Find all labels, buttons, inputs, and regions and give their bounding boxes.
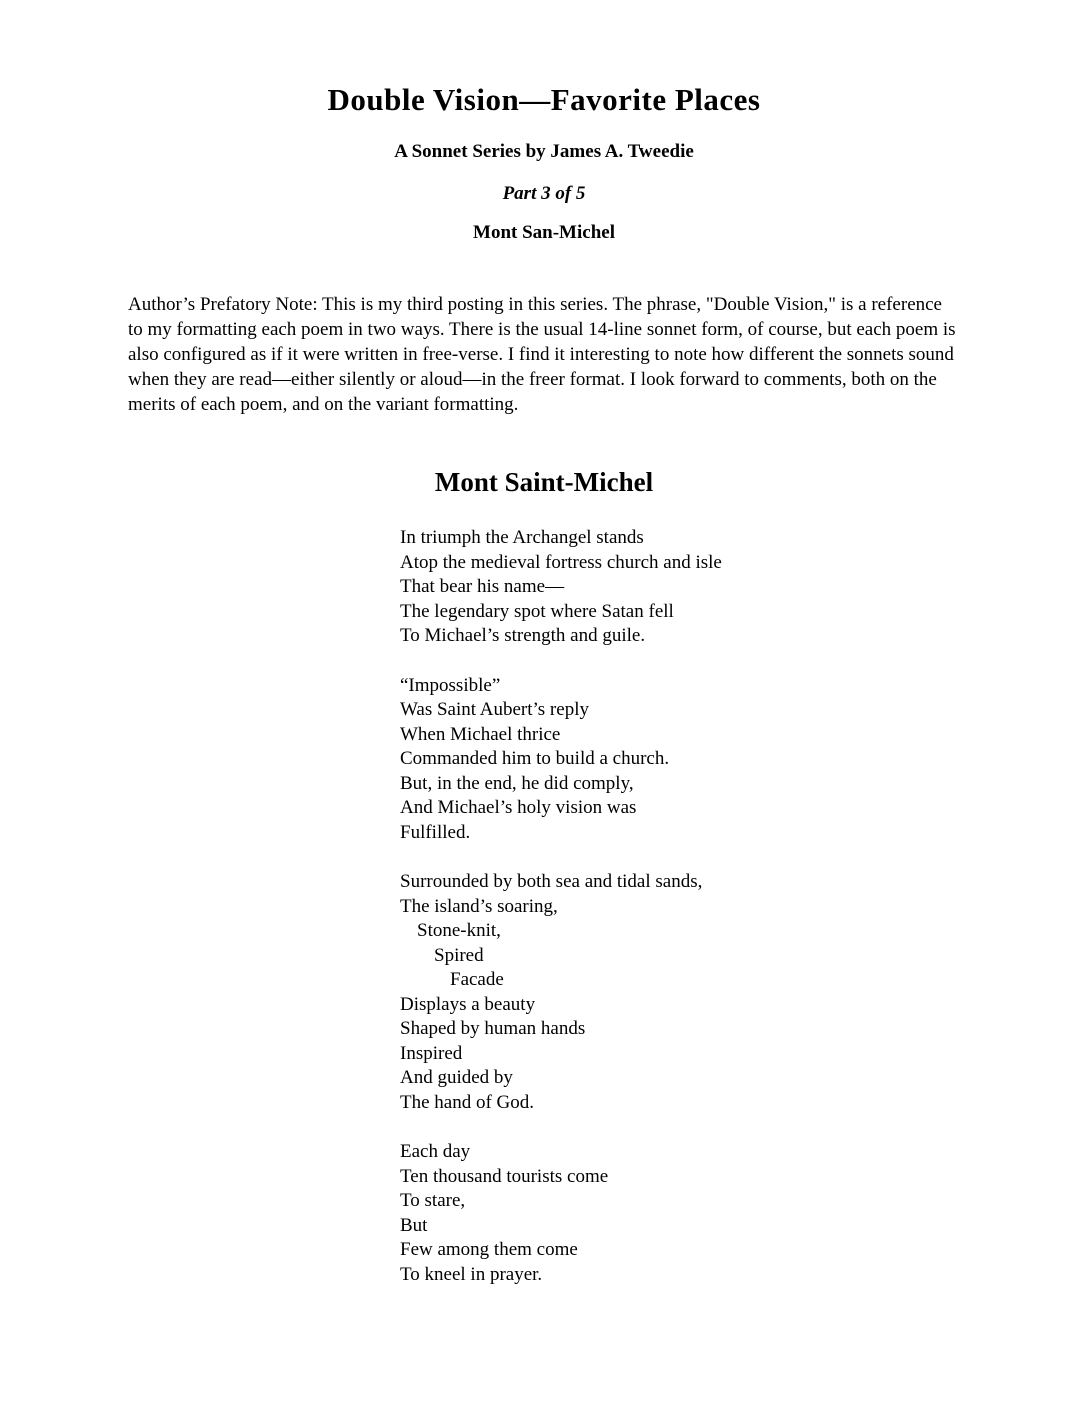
poem-line: Spired (434, 944, 484, 966)
poem-line: To stare, (400, 1190, 466, 1211)
poem-stanza (400, 674, 1088, 846)
doc-part-indicator: Part 3 of 5 (502, 183, 586, 204)
doc-series-poem-label: Mont San-Michel (473, 222, 615, 243)
doc-title: Double Vision—Favorite Places (327, 82, 761, 117)
poem-line: Stone-knit, (417, 920, 501, 941)
poem-title: Mont Saint-Michel (434, 467, 654, 497)
poem-line: When Michael thrice (400, 723, 561, 745)
poem-line: And Michael’s holy vision was (400, 797, 637, 818)
poem-body (400, 526, 1088, 1287)
poem-line: Surrounded by both sea and tidal sands, (400, 871, 703, 892)
poem-line: To kneel in prayer. (400, 1263, 543, 1285)
poem-line: Fulfilled. (400, 821, 471, 843)
poem-line: And guided by (400, 1067, 513, 1088)
prefatory-note: Author’s Prefatory Note: This is my third posting in this series. The phrase, "Double Vision," is a reference to my formatting each poem in two ways. There is the usual 14-line sonnet form, of course, but each poem is also configured as if it were written in free-verse. I find it interesting to note how different the sonnets sound when they are read—either silently or aloud—in the freer format. I look forward to comments, both on the merits of each poem, and on the variant formatting. (128, 294, 956, 415)
poem-line: To Michael’s strength and guile. (400, 625, 646, 646)
poem-line: Each day (400, 1141, 471, 1162)
poem-stanza (400, 1140, 1088, 1287)
poem-line: Was Saint Aubert’s reply (400, 699, 589, 720)
poem-line: Displays a beauty (400, 993, 536, 1015)
poem-line: The hand of God. (400, 1091, 535, 1113)
poem-line: The island’s soaring, (400, 895, 558, 917)
poem-stanza (400, 526, 1088, 649)
poem-line: “Impossible” (400, 674, 501, 696)
poem-line: In triumph the Archangel stands (400, 527, 644, 548)
poem-line: Facade (450, 969, 504, 990)
doc-subtitle: A Sonnet Series by James A. Tweedie (394, 141, 694, 162)
poem-line: But (400, 1214, 428, 1236)
poem-line: That bear his name— (400, 576, 565, 597)
poem-line: But, in the end, he did comply, (400, 772, 634, 794)
poem-line: Ten thousand tourists come (400, 1165, 609, 1187)
poem-line: Shaped by human hands (400, 1018, 586, 1039)
poem-line: Commanded him to build a church. (400, 748, 670, 769)
poem-line: The legendary spot where Satan fell (400, 600, 674, 622)
poem-line: Few among them come (400, 1239, 578, 1260)
poem-line: Atop the medieval fortress church and isle (400, 551, 722, 573)
poem-line: Inspired (400, 1042, 463, 1064)
poem-stanza (400, 870, 1088, 1115)
